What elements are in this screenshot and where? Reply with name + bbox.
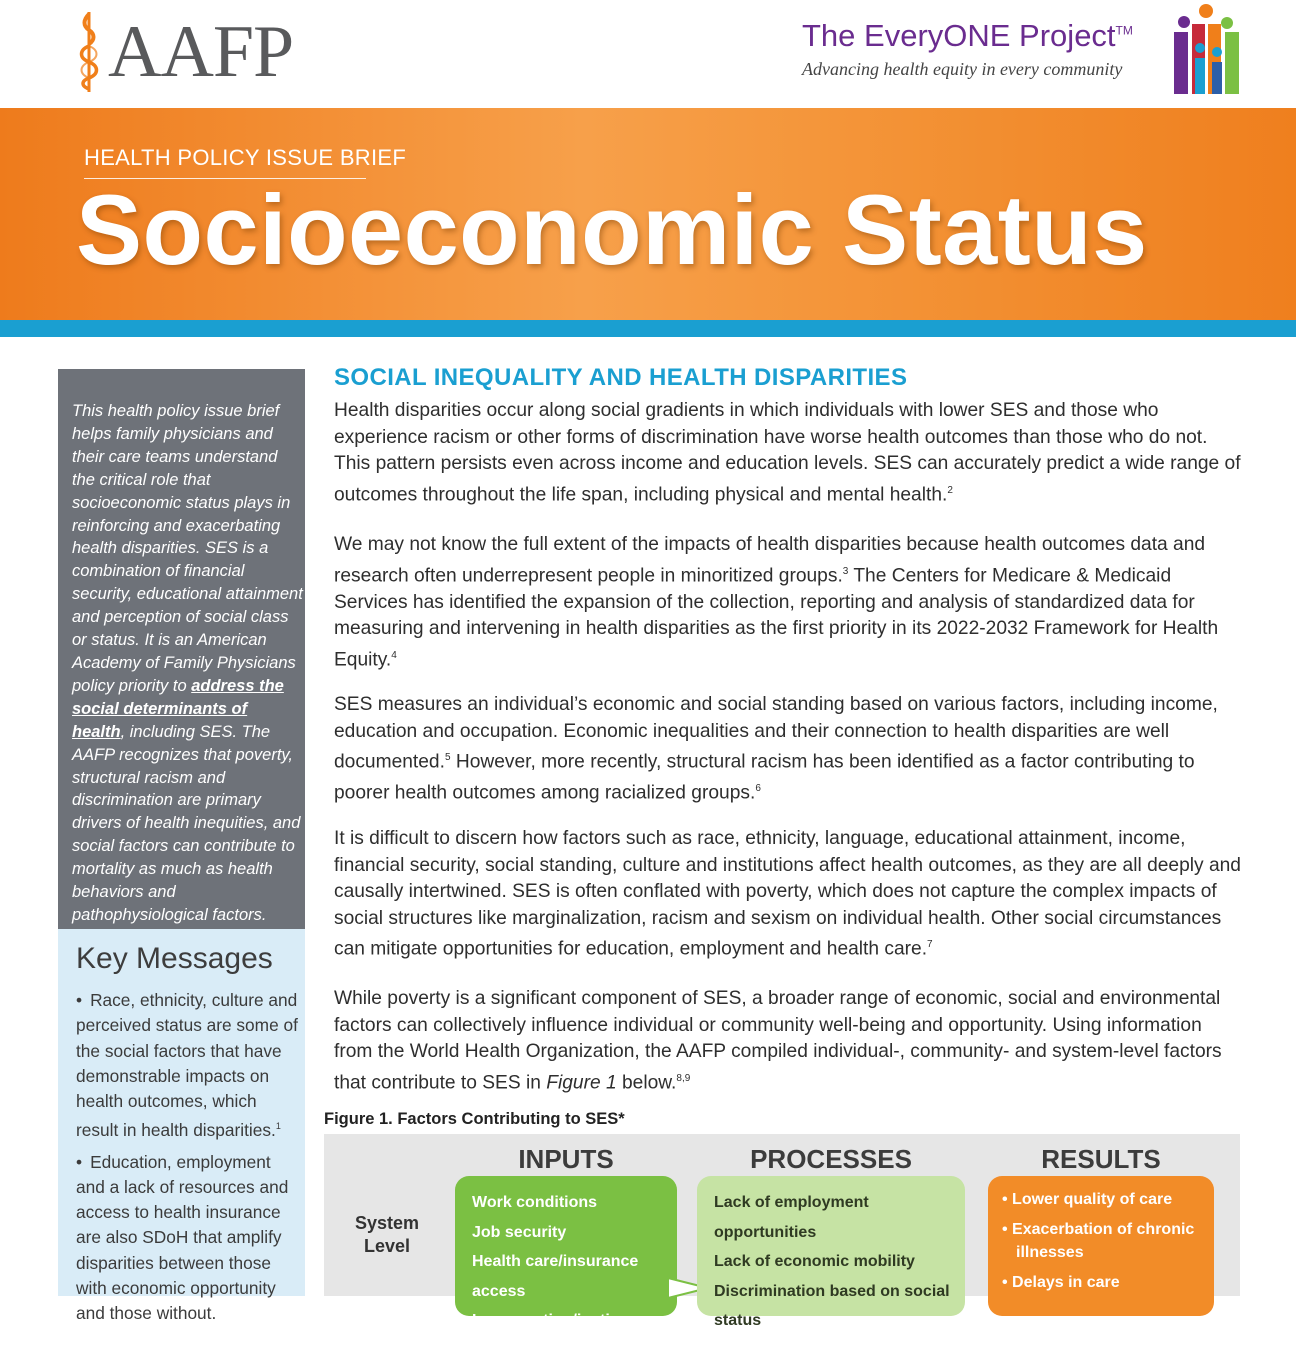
list-item: Discrimination based on social status	[714, 1282, 950, 1329]
processes-header: PROCESSES	[750, 1144, 912, 1174]
caduceus-icon	[74, 10, 104, 94]
page-header	[0, 0, 1296, 108]
section-heading: SOCIAL INEQUALITY AND HEALTH DISPARITIES	[334, 364, 908, 391]
list-item: • Education, employment and a lack of resources and access to health insurance are also SDoH that amplify disparities between those with economic opportunity and those without.	[76, 1151, 289, 1324]
bullet-icon: •	[1002, 1220, 1013, 1238]
paragraph-4: It is difficult to discern how factors such as race, ethnicity, language, educational attainment, income, financial security, social standing, culture and institutions affect health outcomes, as they are all deeply and causally intertwined. SES is often conflated with poverty, which does not capture the complex impacts of social structures like marginalization, racism and sexism on individual health. Other social circumstances can mitigate opportunities for education, employment and health care.$^7$	[334, 828, 1241, 960]
bullet-icon: •	[1002, 1191, 1013, 1208]
inputs-header: INPUTS	[518, 1144, 614, 1174]
intro-text: This health policy issue brief helps family physicians and their care teams understand the critical role that socioeconomic status plays in reinforcing and exacerbating health disparities. SES is a combination of financial security, educational attainment and perception of social class or status. It is an American Academy of Family Physicians policy priority to address the social determinants of health, including SES. The AAFP recognizes that poverty, structural racism and discrimination are primary drivers of health inequities, and social factors can contribute to mortality as much as health behaviors and pathophysiological factors.	[72, 402, 303, 924]
paragraph-2: We may not know the full extent of the impacts of health disparities because health outcomes data and research often underrepresent people in minoritized groups.$^3$ The Centers for Medicare & Medicaid Services has identified the expansion of the collection, reporting and analysis of standardized data for measuring and intervening in health disparities as the first priority in its 2022-2032 Framework for Health Equity.$^4$	[334, 534, 1219, 671]
everyone-project-brand	[802, 20, 1133, 80]
banner-stripe	[0, 320, 1296, 337]
paragraph-5: While poverty is a significant component of SES, a broader range of economic, social and environmental factors can collectively influence individual or community well-being and opportunity. Using information from the World Health Organization, the AAFP compiled individual-, community- and system-level factors that contribute to SES in Figure 1 below.$^{8,9}$	[334, 988, 1222, 1094]
results-header: RESULTS	[1041, 1144, 1161, 1174]
list-item: Lack of economic mobility	[714, 1253, 915, 1270]
list-item: Health care/insurance access	[472, 1253, 639, 1300]
list-item: Work conditions	[472, 1194, 598, 1211]
list-item: • Lower quality of care	[1002, 1191, 1173, 1208]
key-messages-title: Key Messages	[76, 942, 273, 975]
key-messages-list	[76, 988, 298, 1333]
list-item: • Race, ethnicity, culture and perceived status are some of the social factors that have demonstrable impacts on health outcomes, which result in health disparities.$^1$	[76, 990, 298, 1141]
paragraph-1: Health disparities occur along social gradients in which individuals with lower SES and those who experience racism or other forms of discrimination have worse health outcomes than those who do not. This pattern persists even across income and education levels. SES can accurately predict a wide range of outcomes throughout the life span, including physical and mental health.$^2$	[334, 400, 1241, 506]
processes-box	[697, 1176, 965, 1329]
bullet-icon: •	[76, 990, 83, 1010]
people-group-icon	[1170, 2, 1242, 96]
figure-caption: Figure 1. Factors Contributing to SES*	[324, 1110, 625, 1128]
system-level-label: System Level	[354, 1213, 420, 1256]
list-item: Incarceration/justice system	[472, 1312, 628, 1359]
inputs-box	[455, 1176, 677, 1359]
list-item: • Delays in care	[1002, 1273, 1120, 1291]
list-item: Lack of employment opportunities	[714, 1194, 869, 1241]
bullet-icon: •	[76, 1151, 83, 1172]
brief-type-label: HEALTH POLICY ISSUE BRIEF	[84, 145, 407, 170]
aafp-logo-text: AAFP	[108, 11, 294, 93]
sdoh-policy-link[interactable]: address the social determinants of health	[72, 676, 284, 741]
paragraph-3: SES measures an individual’s economic and social standing based on various factors, including income, education and occupation. Economic inequalities and their connection to health disparities are well documented.$^5$ However, more recently, structural racism has been identified as a factor contributing to poorer health outcomes among racialized groups.$^6$	[334, 694, 1218, 804]
project-title: The EveryONE Project™	[802, 18, 1133, 53]
results-box	[988, 1176, 1214, 1316]
bullet-icon: •	[1002, 1273, 1013, 1291]
page-title: Socioeconomic Status	[76, 174, 1148, 285]
list-item: Job security	[472, 1223, 567, 1241]
aafp-logo[interactable]	[74, 6, 293, 98]
list-item: • Exacerbation of chronic illnesses	[1002, 1220, 1195, 1261]
project-tagline: Advancing health equity in every community	[802, 58, 1123, 79]
